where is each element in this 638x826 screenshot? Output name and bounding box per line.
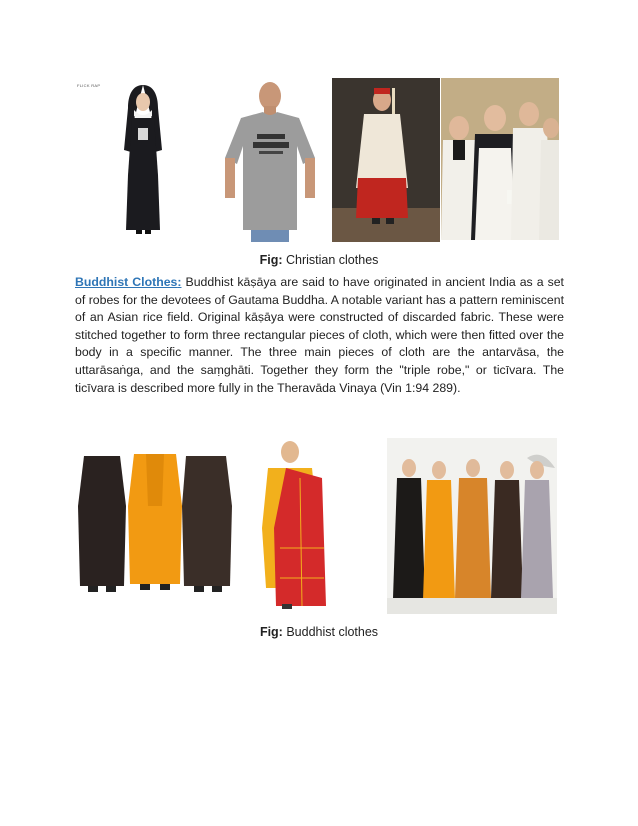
clergy-group-photo	[441, 78, 559, 240]
heading-colon: :	[177, 275, 182, 289]
buddhist-clothes-heading-link[interactable]: Buddhist Clothes	[75, 275, 178, 289]
figure-caption-christian	[0, 253, 638, 267]
buddhist-clothes-paragraph	[75, 274, 564, 397]
three-monk-robes-photo	[76, 446, 234, 600]
caption-label: Fig:	[259, 253, 283, 267]
paragraph-body: Buddhist kāṣāya are said to have originated in ancient India as a set of robes for the devotees of Gautama Buddha. A notable variant has a pattern reminiscent of an Asian rice field. Original kāṣāya were constructed of discarded fabric. These were stitched together to form three rectangular pieces of cloth, which were then fitted over the body in a specific manner. The three main pieces of cloth are the antarvāsa, the uttarāsaṅga, and the saṃghāti. Together they form the "triple robe," or ticīvara. The ticīvara is described more fully in the Theravāda Vinaya (Vin 1:94 289).	[75, 275, 564, 395]
caption-text: Buddhist clothes	[282, 625, 379, 639]
figure-caption-buddhist	[0, 625, 638, 639]
nun-habit-photo	[114, 80, 172, 240]
tshirt-photo	[211, 78, 329, 242]
monk-red-yellow-kasaya-photo	[256, 438, 328, 610]
caption-label: Fig:	[259, 625, 283, 639]
priest-red-cassock-photo	[332, 78, 440, 242]
caption-text: Christian clothes	[282, 253, 379, 267]
image-watermark: FLICK RAP	[77, 83, 101, 88]
buddhist-nuns-group-photo	[387, 438, 557, 614]
